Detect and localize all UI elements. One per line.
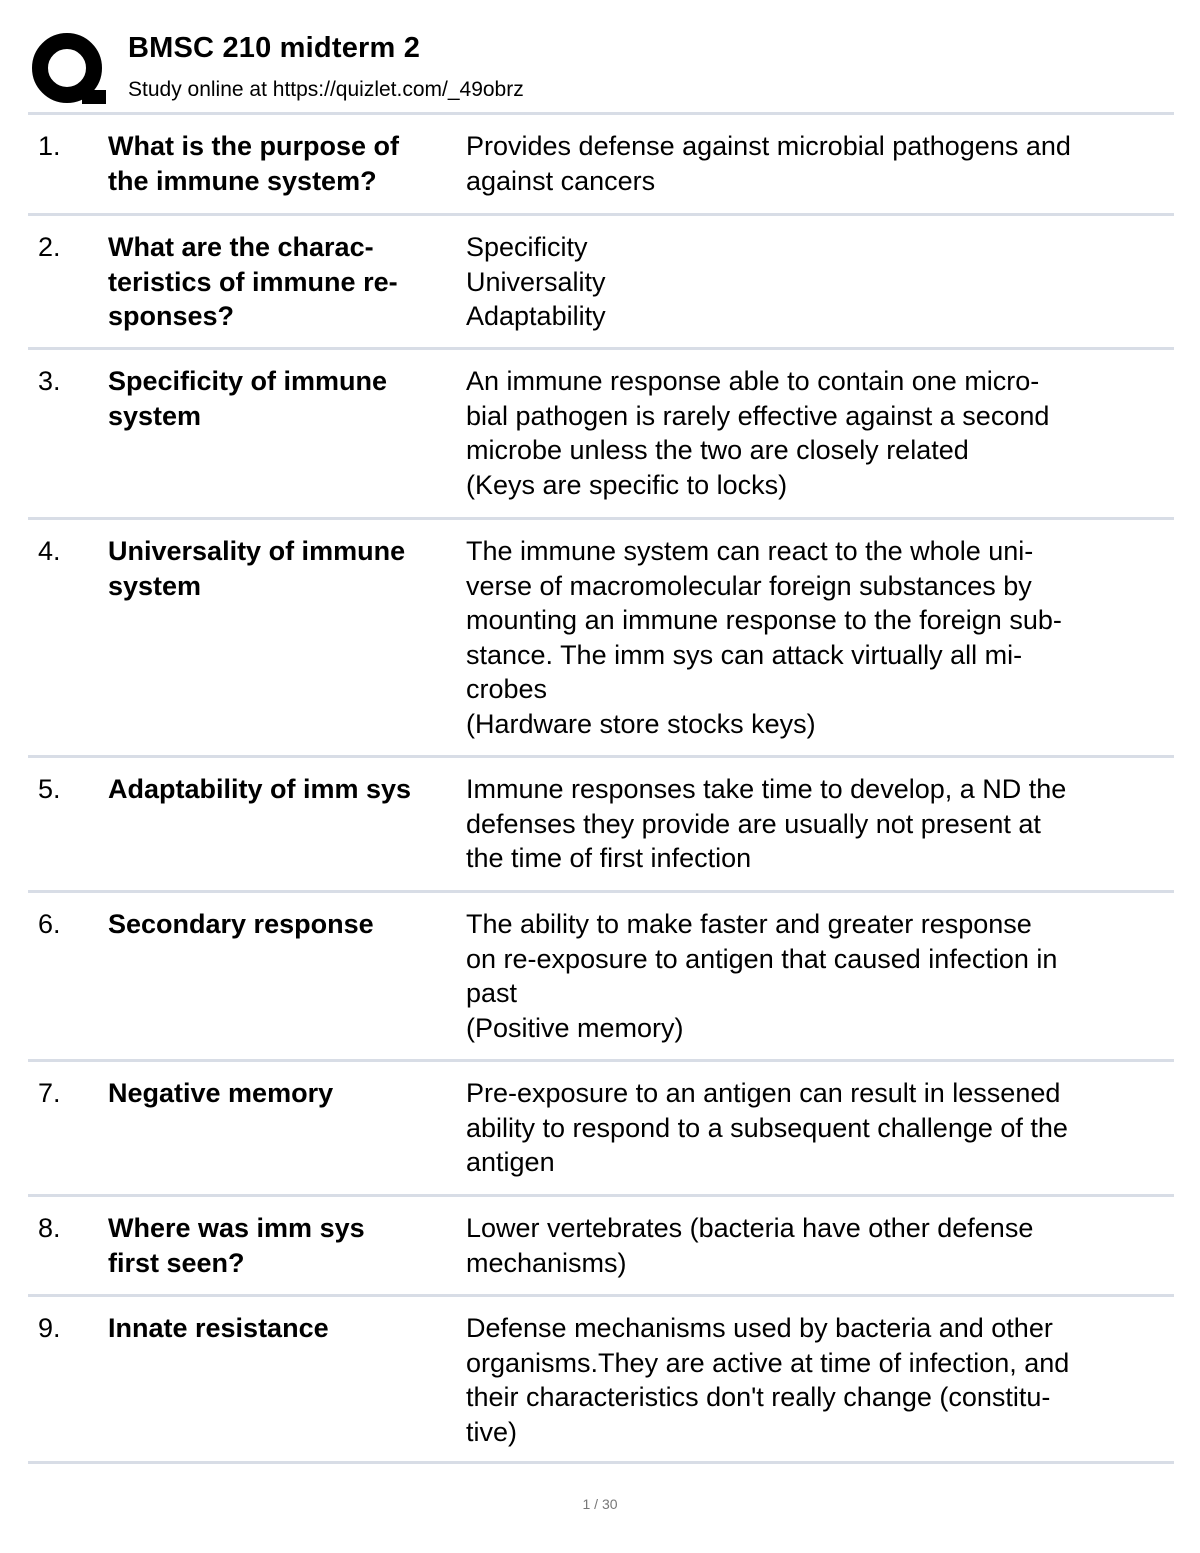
- study-online-link-text: Study online at https://quizlet.com/_49obrz: [128, 78, 524, 101]
- card-definition: [466, 230, 1174, 334]
- card-number: 6.: [38, 909, 61, 939]
- card-number: 9.: [38, 1313, 61, 1343]
- card-term: [108, 230, 460, 334]
- card-term: [108, 364, 460, 433]
- definition-line: tive): [466, 1416, 518, 1447]
- term-line: teristics of immune re-: [108, 266, 398, 297]
- page-indicator: 1 / 30: [582, 1496, 618, 1512]
- term-line: Negative memory: [108, 1078, 334, 1108]
- card-term: [108, 1076, 460, 1111]
- definition-line: Defense mechanisms used by bacteria and other: [466, 1313, 1053, 1343]
- card-term: [108, 1211, 460, 1280]
- definition-line: The immune system can react to the whole uni-: [466, 536, 1034, 566]
- term-line: Universality of immune: [108, 536, 406, 566]
- card-definition: [466, 772, 1174, 876]
- flashcard-row: [28, 347, 1174, 517]
- definition-line: (Keys are specific to locks): [466, 469, 788, 500]
- definition-line: Pre-exposure to an antigen can result in lessened: [466, 1078, 1061, 1108]
- definition-line: organisms.They are active at time of infection, and: [466, 1347, 1070, 1378]
- definition-line: The ability to make faster and greater response: [466, 909, 1032, 939]
- flashcard-row: [28, 755, 1174, 890]
- definition-line: the time of first infection: [466, 843, 752, 873]
- term-line: Secondary response: [108, 909, 374, 939]
- definition-line: verse of macromolecular foreign substances by: [466, 570, 1032, 601]
- definition-line: microbe unless the two are closely related: [466, 435, 969, 465]
- definition-line: Immune responses take time to develop, a ND the: [466, 774, 1067, 804]
- flashcard-row: [28, 1194, 1174, 1294]
- card-term: [108, 1311, 460, 1346]
- definition-line: (Positive memory): [466, 1012, 684, 1043]
- definition-line: defenses they provide are usually not present at: [466, 808, 1041, 839]
- term-line: Innate resistance: [108, 1313, 329, 1343]
- flashcard-list: [28, 112, 1174, 1464]
- flashcard-row: [28, 1294, 1174, 1464]
- definition-line: on re-exposure to antigen that caused infection in: [466, 943, 1058, 974]
- card-number: 7.: [38, 1078, 61, 1108]
- card-definition: [466, 1076, 1174, 1180]
- definition-line: Provides defense against microbial pathogens and: [466, 131, 1071, 161]
- definition-line: An immune response able to contain one micro-: [466, 366, 1040, 396]
- definition-line: antigen: [466, 1147, 555, 1177]
- card-definition: [466, 1311, 1174, 1449]
- document-title: BMSC 210 midterm 2: [128, 32, 421, 64]
- definition-line: stance. The imm sys can attack virtually all mi-: [466, 639, 1023, 670]
- definition-line: mechanisms): [466, 1247, 627, 1278]
- definition-line: against cancers: [466, 165, 656, 196]
- term-line: Specificity of immune: [108, 366, 388, 396]
- definition-line: past: [466, 978, 518, 1008]
- definition-line: mounting an immune response to the foreign sub-: [466, 605, 1062, 635]
- term-line: the immune system?: [108, 165, 377, 196]
- definition-line: Specificity: [466, 232, 588, 262]
- card-definition: [466, 364, 1174, 502]
- definition-line: crobes: [466, 674, 548, 704]
- flashcard-row: [28, 890, 1174, 1059]
- card-number: 3.: [38, 366, 61, 396]
- card-definition: [466, 907, 1174, 1045]
- page-header: [28, 26, 1174, 112]
- quizlet-q-logo-icon: [30, 30, 108, 108]
- definition-line: Universality: [466, 266, 606, 297]
- term-line: What are the charac-: [108, 232, 374, 262]
- term-line: first seen?: [108, 1247, 245, 1278]
- term-line: Adaptability of imm sys: [108, 774, 412, 804]
- definition-line: ability to respond to a subsequent challenge of the: [466, 1112, 1068, 1143]
- card-number: 4.: [38, 536, 61, 566]
- card-term: [108, 534, 460, 603]
- flashcard-row: [28, 112, 1174, 213]
- term-line: Where was imm sys: [108, 1213, 365, 1243]
- term-line: system: [108, 400, 202, 431]
- card-term: [108, 772, 460, 807]
- card-number: 8.: [38, 1213, 61, 1243]
- definition-line: bial pathogen is rarely effective against a second: [466, 400, 1050, 431]
- card-definition: [466, 129, 1174, 198]
- term-line: sponses?: [108, 301, 235, 331]
- flashcard-row: [28, 213, 1174, 347]
- flashcard-row: [28, 517, 1174, 755]
- card-term: [108, 907, 460, 942]
- card-definition: [466, 1211, 1174, 1280]
- definition-line: Adaptability: [466, 301, 606, 331]
- term-line: system: [108, 570, 202, 601]
- flashcard-row: [28, 1059, 1174, 1194]
- term-line: What is the purpose of: [108, 131, 400, 161]
- definition-line: their characteristics don't really change (constitu-: [466, 1382, 1051, 1412]
- card-number: 2.: [38, 232, 61, 262]
- definition-line: Lower vertebrates (bacteria have other defense: [466, 1213, 1034, 1243]
- card-term: [108, 129, 460, 198]
- card-number: 5.: [38, 774, 61, 804]
- card-definition: [466, 534, 1174, 741]
- definition-line: (Hardware store stocks keys): [466, 708, 816, 739]
- card-number: 1.: [38, 131, 61, 161]
